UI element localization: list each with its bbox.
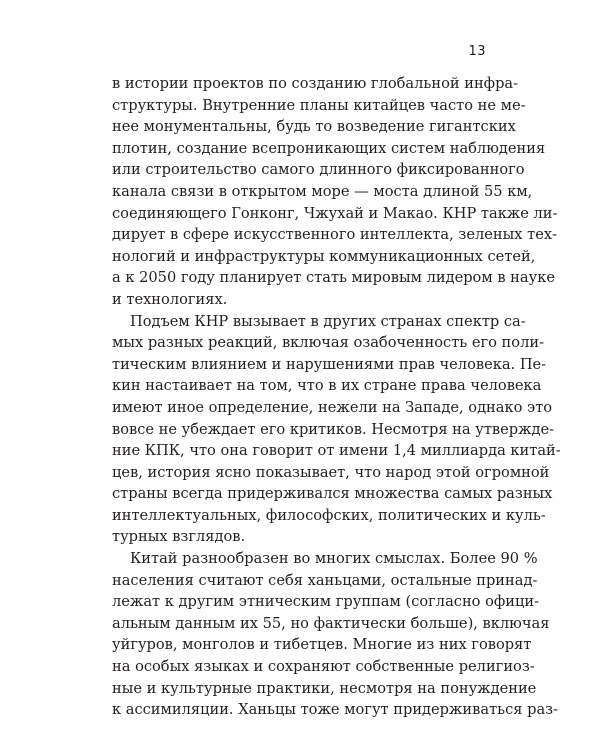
text-line: Китай разнообразен во многих смыслах. Более 90 % <box>130 550 538 568</box>
text-line: ние КПК, что она говорит от имени 1,4 миллиарда китай- <box>112 442 561 460</box>
text-line: или строительство самого длинного фиксированного <box>112 161 525 179</box>
text-line: нее монументальны, будь то возведение гигантских <box>112 118 516 136</box>
text-line: в истории проектов по созданию глобальной инфра- <box>112 75 519 92</box>
text-line: дирует в сфере искусственного интеллекта, зеленых тех- <box>112 226 557 244</box>
text-line: соединяющего Гонконг, Чжухай и Макао. КНР также ли- <box>112 204 558 222</box>
text-line: Подъем КНР вызывает в других странах спектр са- <box>130 312 526 330</box>
text-line: населения считают себя ханьцами, остальные принад- <box>112 571 538 589</box>
paragraph <box>112 548 559 721</box>
text-line: интеллектуальных, философских, политических и куль- <box>112 506 546 524</box>
text-line: ные и культурные практики, несмотря на понуждение <box>112 679 537 697</box>
text-line: уйгуров, монголов и тибетцев. Многие из них говорят <box>112 636 532 654</box>
body-text <box>112 73 561 721</box>
text-line: турных взглядов. <box>112 528 246 546</box>
text-line: вовсе не убеждает его критиков. Несмотря на утвержде- <box>112 420 555 438</box>
text-line: и технологиях. <box>112 290 228 308</box>
text-line: к ассимиляции. Ханьцы тоже могут придерживаться раз- <box>112 701 559 719</box>
text-line: мых разных реакций, включая озабоченность его поли- <box>112 334 544 352</box>
text-line: а к 2050 году планирует стать мировым лидером в науке <box>112 269 555 287</box>
text-line: канала связи в открытом море — моста длиной 55 км, <box>112 182 533 200</box>
text-line: тическим влиянием и нарушениями прав человека. Пе- <box>112 355 547 373</box>
text-line: цев, история ясно показывает, что народ этой огромной <box>112 463 550 481</box>
text-line: нологий и инфраструктуры коммуникационных сетей, <box>112 247 536 265</box>
text-line: плотин, создание всепроникающих систем наблюдения <box>112 139 546 157</box>
paragraph <box>112 73 558 311</box>
text-line: структуры. Внутренние планы китайцев часто не ме- <box>112 96 526 114</box>
text-line: лежат к другим этническим группам (согласно офици- <box>112 593 540 611</box>
paragraph <box>112 311 561 549</box>
text-line: страны всегда придерживался множества самых разных <box>112 485 553 503</box>
text-line: альным данным их 55, но фактически больше), включая <box>112 614 550 632</box>
text-line: кин настаивает на том, что в их стране права человека <box>112 377 542 395</box>
page-number: 13 <box>468 44 486 59</box>
text-line: на особых языках и сохраняют собственные религиоз- <box>112 658 535 676</box>
text-line: имеют иное определение, нежели на Западе, однако это <box>112 398 553 416</box>
